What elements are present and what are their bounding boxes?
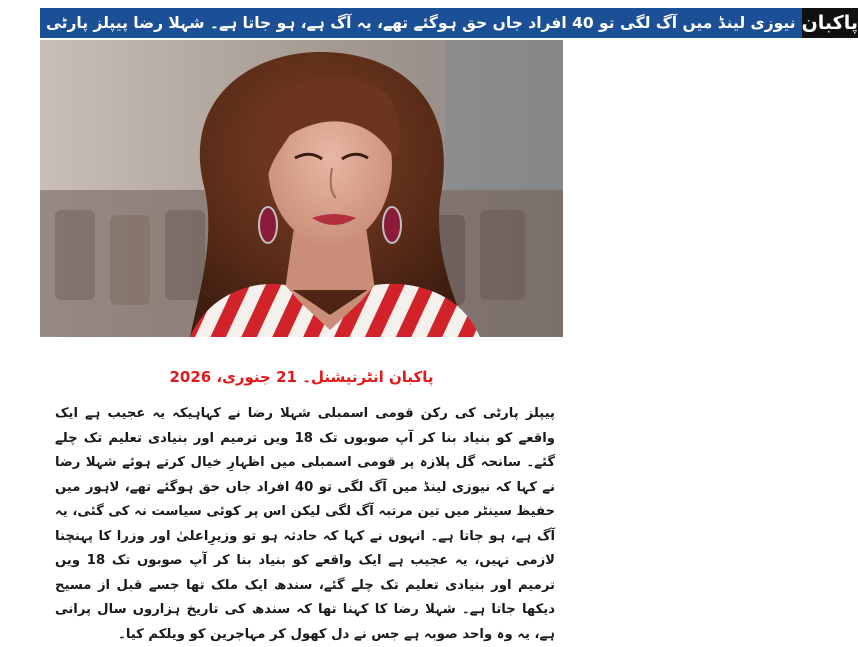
dateline: پاکبان انٹرنیشنل۔ 21 جنوری، 2026 xyxy=(169,368,434,386)
portrait-photo-icon xyxy=(40,40,563,337)
headline: نیوزی لینڈ میں آگ لگی تو 40 افراد جاں حق ہوگئے تھے، یہ آگ ہے، ہو جاتا ہے۔ شہلا رضا پیپلز پارٹی xyxy=(40,8,802,38)
article-body xyxy=(55,402,555,647)
article-photo xyxy=(40,40,563,337)
header-bar xyxy=(40,8,858,38)
brand-logo[interactable]: پاکبان xyxy=(802,8,858,38)
article-paragraph: پیپلز پارٹی کی رکن قومی اسمبلی شہلا رضا نے کہاہیکہ یہ عجیب ہے ایک واقعے کو بنیاد بنا کر آپ صوبوں تک 18 ویں ترمیم اور بنیادی تعلیم تک چلے گئے۔ سانحہ گل پلازہ پر قومی اسمبلی میں اظہارِ خیال کرتے ہوئے شہلا رضا نے کہا کہ نیوزی لینڈ میں آگ لگی تو 40 افراد جاں حق ہوگئے تھے، لاہور میں حفیظ سینٹر میں تین مرتبہ آگ لگی لیکن اس پر کوئی سیاست نہ کی گئی، یہ آگ ہے، ہو جاتا ہے۔ انہوں نے کہا کہ حادثہ ہو تو وزیرِاعلیٰ اور وزرا کا پہنچنا لازمی نہیں، یہ عجیب ہے ایک واقعے کو بنیاد بنا کر آپ صوبوں تک 18 ویں ترمیم اور بنیادی تعلیم تک چلے گئے، سندھ ایک ملک تھا جسے قبل از مسیح دیکھا جاتا ہے۔ شہلا رضا کا کہنا تھا کہ سندھ کی تاریخ ہزاروں سال پرانی ہے، یہ وہ واحد صوبہ ہے جس نے دل کھول کر مہاجرین کو ویلکم کیا۔ xyxy=(55,406,556,642)
